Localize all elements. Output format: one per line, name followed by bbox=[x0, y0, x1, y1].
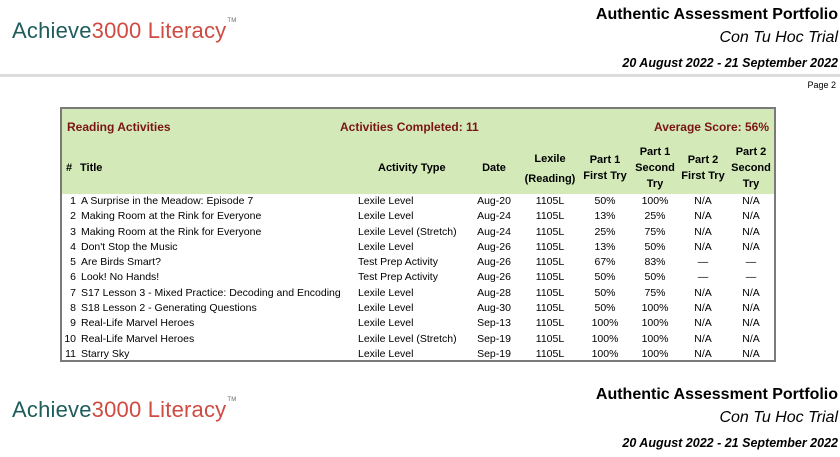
row-part1-first: 50% bbox=[594, 195, 616, 207]
row-part2-first: N/A bbox=[694, 240, 712, 253]
row-part2-first: — bbox=[697, 271, 709, 284]
row-part2-second: N/A bbox=[742, 210, 760, 223]
row-part2-first: N/A bbox=[694, 332, 712, 345]
row-part1-second: 50% bbox=[644, 271, 666, 284]
row-title: Real-Life Marvel Heroes bbox=[81, 317, 195, 330]
row-title: Look! No Hands! bbox=[81, 271, 160, 284]
brand-logo-repeat bbox=[12, 397, 236, 423]
row-part2-first: N/A bbox=[694, 195, 712, 207]
row-part2-second: — bbox=[745, 271, 757, 284]
col-part1-first-line2: First Try bbox=[583, 170, 627, 182]
row-part2-second: N/A bbox=[742, 347, 760, 360]
table-row bbox=[62, 301, 774, 316]
table-row bbox=[62, 347, 774, 362]
row-part2-first: N/A bbox=[694, 286, 712, 299]
report-title: Authentic Assessment Portfolio bbox=[595, 386, 838, 403]
col-part1-second-line2: Second bbox=[635, 162, 675, 174]
row-type: Lexile Level bbox=[358, 302, 414, 315]
row-part2-first: — bbox=[697, 256, 709, 269]
activities-completed: Activities Completed: 11 bbox=[340, 120, 479, 134]
row-lexile: 1105L bbox=[535, 256, 565, 269]
row-date: Aug-30 bbox=[477, 302, 511, 315]
row-part2-first: N/A bbox=[694, 225, 712, 238]
col-num: # bbox=[66, 162, 73, 174]
row-title: Making Room at the Rink for Everyone bbox=[81, 210, 262, 223]
table-row bbox=[62, 209, 774, 224]
row-num: 5 bbox=[70, 256, 76, 269]
row-title: S17 Lesson 3 - Mixed Practice: Decoding and Encoding bbox=[81, 286, 341, 299]
row-lexile: 1105L bbox=[535, 210, 565, 223]
row-part2-first: N/A bbox=[694, 210, 712, 223]
row-part1-first: 50% bbox=[594, 271, 616, 284]
summary-band bbox=[62, 109, 774, 143]
row-part1-first: 67% bbox=[594, 256, 616, 269]
average-score: Average Score: 56% bbox=[654, 120, 769, 134]
col-part2-first-line2: First Try bbox=[681, 170, 725, 182]
page-header-repeat bbox=[596, 385, 838, 449]
row-title: Real-Life Marvel Heroes bbox=[81, 332, 195, 345]
row-part2-second: N/A bbox=[742, 302, 760, 315]
row-date: Aug-20 bbox=[477, 195, 511, 207]
page-number: Page 2 bbox=[807, 80, 836, 90]
reading-activities-table bbox=[60, 107, 776, 362]
logo-word-achieve: Achieve bbox=[12, 18, 92, 43]
table-row bbox=[62, 270, 774, 285]
row-title: Starry Sky bbox=[81, 347, 130, 360]
row-title: Don't Stop the Music bbox=[81, 240, 178, 253]
row-title: Making Room at the Rink for Everyone bbox=[81, 225, 262, 238]
student-name: Con Tu Hoc Trial bbox=[719, 409, 838, 426]
row-date: Aug-26 bbox=[477, 271, 511, 284]
row-part1-first: 50% bbox=[594, 286, 616, 299]
row-part1-first: 13% bbox=[594, 210, 616, 223]
row-part2-second: N/A bbox=[742, 286, 760, 299]
row-date: Sep-13 bbox=[477, 317, 511, 330]
row-type: Lexile Level bbox=[358, 195, 414, 207]
date-range: 20 August 2022 - 21 September 2022 bbox=[622, 436, 838, 450]
row-part2-second: N/A bbox=[742, 225, 760, 238]
row-part2-first: N/A bbox=[694, 317, 712, 330]
row-type: Lexile Level (Stretch) bbox=[358, 225, 457, 238]
table-row bbox=[62, 255, 774, 270]
row-num: 10 bbox=[64, 332, 76, 345]
row-num: 9 bbox=[70, 317, 76, 330]
row-part2-second: N/A bbox=[742, 240, 760, 253]
row-lexile: 1105L bbox=[535, 240, 565, 253]
student-name: Con Tu Hoc Trial bbox=[719, 29, 838, 46]
row-part1-second: 100% bbox=[641, 332, 669, 345]
row-num: 2 bbox=[70, 210, 76, 223]
row-part1-second: 75% bbox=[644, 225, 666, 238]
row-lexile: 1105L bbox=[535, 347, 565, 360]
col-title: Title bbox=[80, 162, 103, 174]
col-lexile-line2: (Reading) bbox=[524, 173, 576, 185]
page-header bbox=[596, 5, 838, 69]
col-part2-second-line3: Try bbox=[742, 178, 760, 190]
col-part2-second-line2: Second bbox=[731, 162, 771, 174]
row-lexile: 1105L bbox=[535, 271, 565, 284]
table-row bbox=[62, 316, 774, 331]
row-lexile: 1105L bbox=[535, 302, 565, 315]
col-part1-second bbox=[630, 144, 680, 192]
date-range: 20 August 2022 - 21 September 2022 bbox=[622, 56, 838, 70]
row-title: A Surprise in the Meadow: Episode 7 bbox=[81, 195, 254, 207]
header-divider bbox=[0, 74, 840, 77]
row-part1-second: 50% bbox=[644, 240, 666, 253]
row-part1-second: 75% bbox=[644, 286, 666, 299]
row-date: Sep-19 bbox=[477, 332, 511, 345]
section-label: Reading Activities bbox=[67, 120, 171, 134]
column-headers bbox=[62, 143, 774, 194]
logo-word-achieve: Achieve bbox=[12, 397, 92, 422]
row-part1-second: 25% bbox=[644, 210, 666, 223]
logo-word-literacy: Literacy bbox=[141, 397, 227, 422]
row-title: S18 Lesson 2 - Generating Questions bbox=[81, 302, 257, 315]
row-part1-first: 50% bbox=[594, 302, 616, 315]
table-row bbox=[62, 194, 774, 209]
row-type: Lexile Level bbox=[358, 347, 414, 360]
row-type: Test Prep Activity bbox=[358, 271, 438, 284]
row-part1-first: 13% bbox=[594, 240, 616, 253]
col-part2-first bbox=[678, 152, 728, 184]
row-date: Aug-28 bbox=[477, 286, 511, 299]
col-part2-second-line1: Part 2 bbox=[735, 146, 767, 158]
row-num: 3 bbox=[70, 225, 76, 238]
table-row bbox=[62, 332, 774, 347]
row-num: 8 bbox=[70, 302, 76, 315]
col-part2-first-line1: Part 2 bbox=[687, 154, 719, 166]
col-lexile-line1: Lexile bbox=[534, 153, 566, 165]
col-part1-second-line1: Part 1 bbox=[639, 146, 671, 158]
row-type: Lexile Level bbox=[358, 317, 414, 330]
row-num: 11 bbox=[65, 347, 76, 360]
row-date: Aug-26 bbox=[477, 256, 511, 269]
col-part2-second bbox=[728, 144, 774, 192]
row-part1-second: 100% bbox=[641, 302, 669, 315]
row-type: Lexile Level (Stretch) bbox=[358, 332, 457, 345]
row-num: 6 bbox=[70, 271, 76, 284]
row-part1-first: 25% bbox=[594, 225, 616, 238]
row-part2-first: N/A bbox=[694, 347, 712, 360]
row-part2-second: N/A bbox=[742, 332, 760, 345]
col-type: Activity Type bbox=[378, 162, 446, 174]
row-part1-second: 100% bbox=[641, 347, 669, 360]
table-row bbox=[62, 240, 774, 255]
row-date: Aug-24 bbox=[477, 225, 511, 238]
col-part1-second-line3: Try bbox=[646, 178, 664, 190]
row-type: Lexile Level bbox=[358, 210, 414, 223]
row-num: 1 bbox=[70, 195, 76, 207]
table-row bbox=[62, 286, 774, 301]
row-title: Are Birds Smart? bbox=[81, 256, 161, 269]
logo-trademark: TM bbox=[227, 18, 237, 24]
row-type: Lexile Level bbox=[358, 240, 414, 253]
table-row bbox=[62, 225, 774, 240]
row-part1-second: 83% bbox=[644, 256, 666, 269]
col-lexile bbox=[524, 149, 576, 189]
row-part1-second: 100% bbox=[641, 317, 669, 330]
row-part1-first: 100% bbox=[591, 317, 619, 330]
row-part2-second: N/A bbox=[742, 317, 760, 330]
row-part1-first: 100% bbox=[591, 332, 619, 345]
row-lexile: 1105L bbox=[535, 225, 565, 238]
col-part1-first bbox=[580, 152, 630, 184]
row-part2-second: N/A bbox=[742, 195, 760, 207]
row-num: 7 bbox=[70, 286, 76, 299]
row-type: Lexile Level bbox=[358, 286, 414, 299]
brand-logo bbox=[12, 18, 236, 44]
row-type: Test Prep Activity bbox=[358, 256, 438, 269]
row-lexile: 1105L bbox=[535, 332, 565, 345]
row-part2-first: N/A bbox=[694, 302, 712, 315]
table-body bbox=[62, 194, 774, 362]
col-part1-first-line1: Part 1 bbox=[589, 154, 621, 166]
report-title: Authentic Assessment Portfolio bbox=[595, 6, 838, 23]
logo-word-literacy: Literacy bbox=[141, 18, 227, 43]
col-date: Date bbox=[482, 162, 506, 174]
logo-trademark: TM bbox=[227, 397, 237, 403]
row-date: Aug-26 bbox=[477, 240, 511, 253]
row-lexile: 1105L bbox=[535, 195, 565, 207]
row-part1-first: 100% bbox=[591, 347, 619, 360]
row-num: 4 bbox=[70, 240, 76, 253]
row-date: Sep-19 bbox=[477, 347, 511, 360]
row-lexile: 1105L bbox=[535, 317, 565, 330]
logo-word-3000: 3000 bbox=[91, 397, 142, 422]
row-lexile: 1105L bbox=[535, 286, 565, 299]
row-part1-second: 100% bbox=[641, 195, 669, 207]
row-date: Aug-24 bbox=[477, 210, 511, 223]
row-part2-second: — bbox=[745, 256, 757, 269]
logo-word-3000: 3000 bbox=[91, 18, 142, 43]
